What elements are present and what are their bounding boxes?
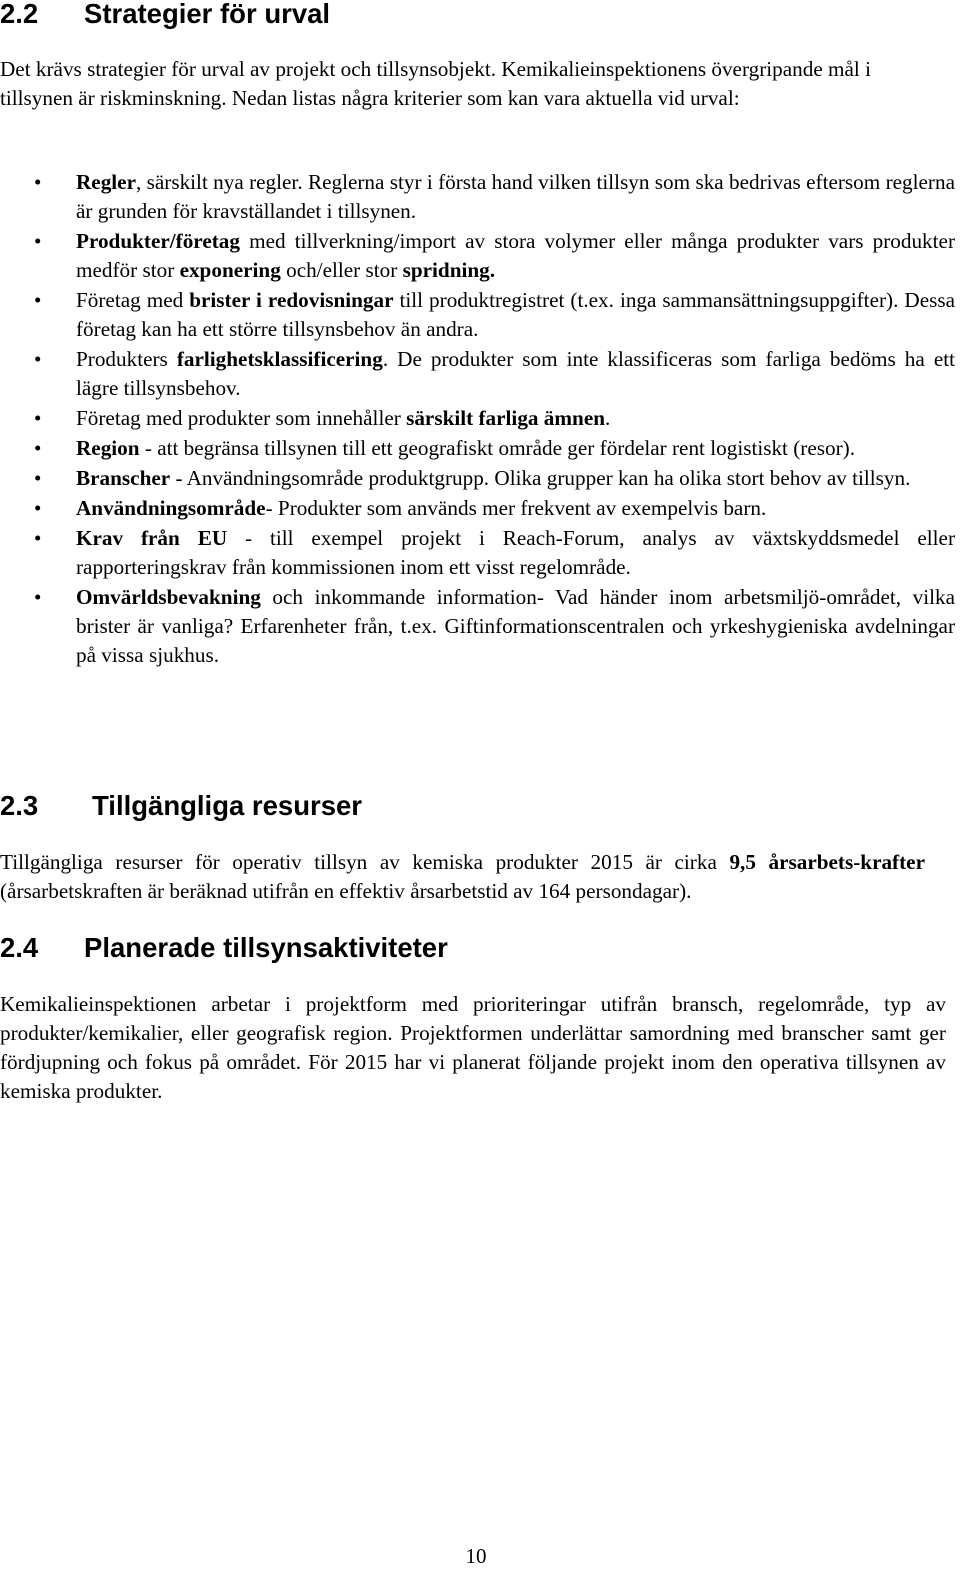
resource-amount: 9,5 årsarbets-krafter <box>729 850 925 874</box>
list-item: • Branscher - Användningsområde produktgrupp. Olika grupper kan ha olika stort behov av tillsyn. <box>0 464 955 493</box>
section-title: Planerade tillsynsaktiviteter <box>84 932 448 963</box>
bullet-icon: • <box>34 288 42 312</box>
section-heading-2-4 <box>0 932 448 964</box>
section-number: 2.3 <box>0 790 39 821</box>
bullet-icon: • <box>34 585 42 609</box>
section-number: 2.2 <box>0 0 39 29</box>
activities-paragraph: Kemikalieinspektionen arbetar i projektform med prioriteringar utifrån bransch, regelområde, typ av produkter/kemikalier, eller geografisk region. Projektformen underlättar samordning med branscher samt ger fördjupning och fokus på området. För 2015 har vi planerat följande projekt inom den operativa tillsynen av kemiska produkter. <box>0 992 946 1103</box>
list-item: • Krav från EU - till exempel projekt i Reach-Forum, analys av växtskyddsmedel eller rapporteringskrav från kommissionen inom ett visst regelområde. <box>34 526 956 579</box>
bullet-icon: • <box>34 406 42 430</box>
page-number: 10 <box>465 1544 487 1568</box>
bullet-icon: • <box>34 229 42 253</box>
section-title: Strategier för urval <box>84 0 331 29</box>
bullet-icon: • <box>34 436 42 460</box>
list-item: • Regler, särskilt nya regler. Reglerna styr i första hand vilken tillsyn som ska bedrivas eftersom reglerna är grunden för kravställandet i tillsynen. <box>34 170 955 223</box>
bullet-icon: • <box>34 170 42 194</box>
section-heading-2-3 <box>0 790 363 822</box>
resources-paragraph: Tillgängliga resurser för operativ tillsyn av kemiska produkter 2015 är cirka 9,5 årsarbets-krafter (årsarbetskraften är beräknad utifrån en effektiv årsarbetstid av 164 persondagar). <box>0 850 925 903</box>
bullet-icon: • <box>34 466 42 490</box>
bullet-icon: • <box>34 526 42 550</box>
list-item: • Omvärldsbevakning och inkommande information- Vad händer inom arbetsmiljö-området, vilka brister är vanliga? Erfarenheter från, t.ex. Giftinformationscentralen och yrkeshygieniska avdelningar på vissa sjukhus. <box>34 585 955 667</box>
section-title: Tillgängliga resurser <box>92 790 363 821</box>
list-item: • Produkter/företag med tillverkning/import av stora volymer eller många produkter vars produkter medför stor exponering och/eller stor spridning. <box>34 229 955 282</box>
bullet-icon: • <box>34 496 42 520</box>
list-item: • Användningsområde- Produkter som används mer frekvent av exempelvis barn. <box>0 494 955 523</box>
list-item: • Region - att begränsa tillsynen till ett geografiskt område ger fördelar rent logistiskt (resor). <box>0 434 955 463</box>
list-item: • Företag med produkter som innehåller särskilt farliga ämnen. <box>0 404 955 433</box>
section-heading-2-2 <box>0 0 331 30</box>
list-item: • Produkters farlighetsklassificering. De produkter som inte klassificeras som farliga bedöms ha ett lägre tillsynsbehov. <box>34 347 955 400</box>
section-number: 2.4 <box>0 932 39 963</box>
intro-paragraph: Det krävs strategier för urval av projekt och tillsynsobjekt. Kemikalieinspektionens övergripande mål i tillsynen är riskminskning. Nedan listas några kriterier som kan vara aktuella vid urval: <box>0 57 872 110</box>
list-item: • Företag med brister i redovisningar till produktregistret (t.ex. inga sammansättningsuppgifter). Dessa företag kan ha ett större tillsynsbehov än andra. <box>34 288 955 341</box>
criteria-list <box>0 168 955 671</box>
bullet-icon: • <box>34 347 42 371</box>
